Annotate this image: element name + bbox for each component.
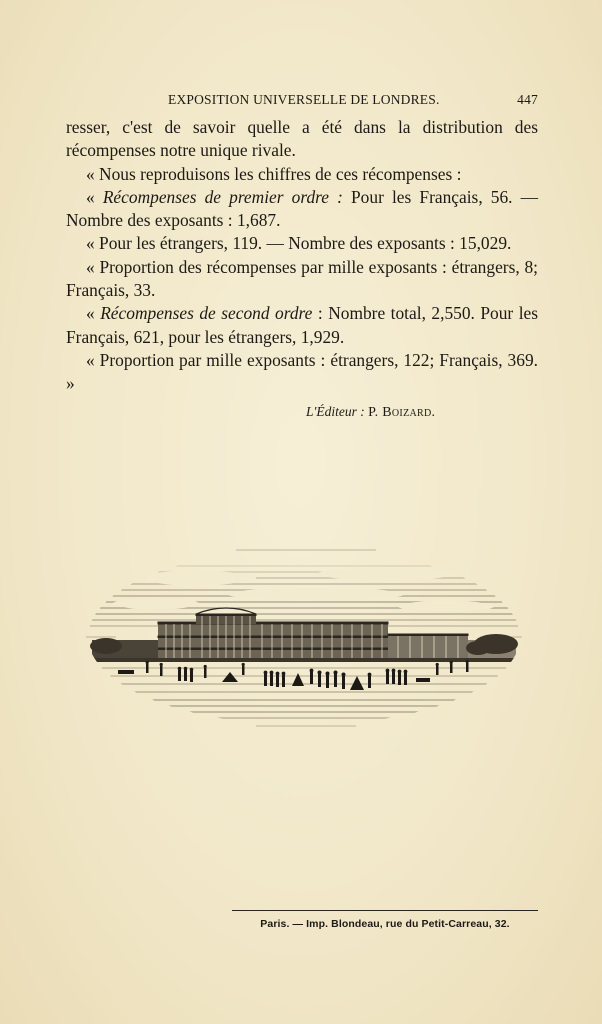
printer-imprint: Paris. — Imp. Blondeau, rue du Petit-Carreau, 32. (260, 918, 510, 930)
heading-second-order: Récompenses de second ordre (100, 303, 313, 324)
palace-building (92, 608, 516, 658)
engraving-crystal-palace (86, 544, 522, 730)
paragraph-proportion-second: « Proportion par mille exposants : étrangers, 122; Français, 369. » (66, 349, 538, 394)
signature-name: P. Boizard. (368, 405, 436, 420)
paragraph-intro: « Nous reproduisons les chiffres de ces récompenses : (86, 163, 462, 184)
paragraph-proportion-first: « Proportion des récompenses par mille exposants : étrangers, 8; Français, 33. (66, 256, 538, 301)
page-number: 447 (517, 92, 538, 107)
clouds (111, 568, 496, 611)
second-order-text: : Nombre total, 2,550. Pour les Français, 621, pour les étrangers, 1,929. (66, 303, 539, 347)
paragraph-foreigners: « Pour les étrangers, 119. — Nombre des exposants : 15,029. (86, 233, 512, 254)
heading-first-order: Récompenses de premier ordre : (102, 186, 343, 207)
crowd-figures (118, 660, 469, 690)
running-title: EXPOSITION UNIVERSELLE DE LONDRES. (168, 92, 440, 107)
body-text (66, 116, 538, 396)
signature-label: L'Éditeur : (306, 404, 365, 419)
first-order-text: Pour les Français, 56. — Nombre des exposants : 1,687. (66, 186, 539, 231)
footer-rule (232, 910, 538, 911)
signature (306, 404, 546, 421)
quote-mark: « (86, 303, 101, 324)
paragraph-second-order (66, 302, 538, 349)
quote-mark: « (86, 186, 103, 207)
paragraph-first-order (66, 186, 538, 233)
engraving-scene (86, 566, 522, 718)
running-head (66, 92, 538, 110)
ground (86, 658, 522, 718)
paragraph-continuation: resser, c'est de savoir quelle a été dans la distribution des récompenses notre unique rivale. (66, 117, 538, 161)
